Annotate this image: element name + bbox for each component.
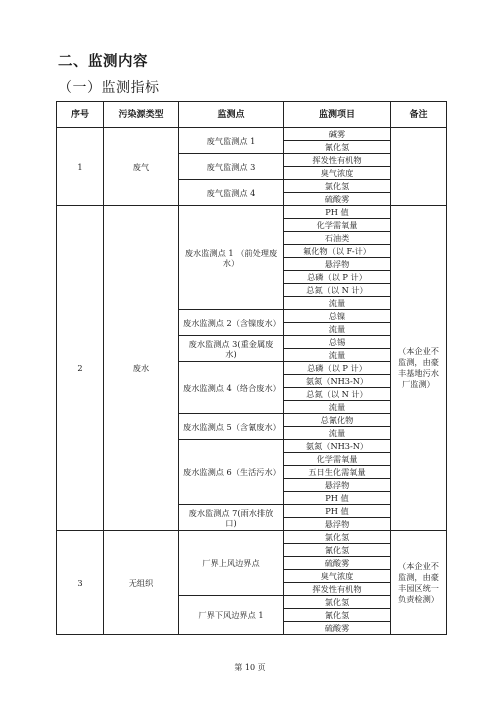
monitoring-item: 总氮（以 N 计） bbox=[284, 284, 391, 297]
monitoring-item: 总磷（以 P 计） bbox=[284, 271, 391, 284]
monitoring-point: 废水监测点 6（生活污水） bbox=[179, 440, 284, 505]
monitoring-item: 氟化物（以 F-计） bbox=[284, 245, 391, 258]
monitoring-item: 臭气浓度 bbox=[284, 167, 391, 180]
monitoring-item: 氯化氢 bbox=[284, 531, 391, 544]
monitoring-item: 硫酸雾 bbox=[284, 557, 391, 570]
monitoring-item: 化学需氧量 bbox=[284, 219, 391, 232]
monitoring-item: 氰化氢 bbox=[284, 609, 391, 622]
monitoring-point: 废气监测点 4 bbox=[179, 180, 284, 206]
monitoring-item: 挥发性有机物 bbox=[284, 583, 391, 596]
monitoring-item: 氨氮（NH3-N） bbox=[284, 375, 391, 388]
monitoring-item: 氰化氢 bbox=[284, 544, 391, 557]
monitoring-table bbox=[56, 101, 447, 635]
monitoring-item: 臭气浓度 bbox=[284, 570, 391, 583]
monitoring-item: 总镍 bbox=[284, 310, 391, 323]
monitoring-point: 废水监测点 2（含镍废水） bbox=[179, 310, 284, 336]
monitoring-point: 废水监测点 7(雨水排放口) bbox=[179, 505, 284, 531]
remark bbox=[391, 128, 447, 206]
monitoring-item: 硫酸雾 bbox=[284, 622, 391, 635]
monitoring-item: 流量 bbox=[284, 401, 391, 414]
monitoring-item: 总氮（以 N 计） bbox=[284, 388, 391, 401]
section-title: 二、监测内容 bbox=[58, 54, 148, 70]
monitoring-item: 流量 bbox=[284, 323, 391, 336]
monitoring-item: 氨氮（NH3-N） bbox=[284, 440, 391, 453]
header-no: 序号 bbox=[57, 102, 104, 128]
page-number: 第 10 页 bbox=[234, 663, 266, 672]
monitoring-item: 氰化氢 bbox=[284, 141, 391, 154]
table-row bbox=[57, 128, 447, 141]
table-header-row bbox=[57, 102, 447, 128]
monitoring-point: 废气监测点 3 bbox=[179, 154, 284, 180]
monitoring-item: 总锡 bbox=[284, 336, 391, 349]
table-row bbox=[57, 206, 447, 219]
monitoring-item: 石油类 bbox=[284, 232, 391, 245]
monitoring-item: PH 值 bbox=[284, 505, 391, 518]
monitoring-point: 厂界上风边界点 bbox=[179, 531, 284, 596]
monitoring-item: 悬浮物 bbox=[284, 518, 391, 531]
row-number: 1 bbox=[57, 128, 104, 206]
monitoring-item: 流量 bbox=[284, 427, 391, 440]
monitoring-point: 废水监测点 1 （前处理废水） bbox=[179, 206, 284, 310]
monitoring-point: 废气监测点 1 bbox=[179, 128, 284, 154]
monitoring-point: 厂界下风边界点 1 bbox=[179, 596, 284, 635]
remark: （本企业不监测，由豪丰园区统一负责检测） bbox=[391, 531, 447, 635]
monitoring-item: 总磷（以 P 计） bbox=[284, 362, 391, 375]
source-type: 废气 bbox=[104, 128, 179, 206]
header-monitoring-point: 监测点 bbox=[179, 102, 284, 128]
row-number: 3 bbox=[57, 531, 104, 635]
monitoring-item: 挥发性有机物 bbox=[284, 154, 391, 167]
remark: （本企业不监测，由豪丰基地污水厂监测） bbox=[391, 206, 447, 531]
monitoring-point: 废水监测点 5（含氰废水） bbox=[179, 414, 284, 440]
row-number: 2 bbox=[57, 206, 104, 531]
monitoring-item: 五日生化需氧量 bbox=[284, 466, 391, 479]
monitoring-item: PH 值 bbox=[284, 206, 391, 219]
monitoring-item: 碱雾 bbox=[284, 128, 391, 141]
monitoring-item: 氯化氢 bbox=[284, 596, 391, 609]
monitoring-item: 悬浮物 bbox=[284, 479, 391, 492]
monitoring-item: PH 值 bbox=[284, 492, 391, 505]
table-row bbox=[57, 531, 447, 544]
header-monitoring-item: 监测项目 bbox=[284, 102, 391, 128]
monitoring-item: 流量 bbox=[284, 297, 391, 310]
monitoring-item: 流量 bbox=[284, 349, 391, 362]
monitoring-point: 废水监测点 4（络合废水） bbox=[179, 362, 284, 414]
monitoring-item: 悬浮物 bbox=[284, 258, 391, 271]
monitoring-item: 总氰化物 bbox=[284, 414, 391, 427]
monitoring-item: 氯化氢 bbox=[284, 180, 391, 193]
monitoring-item: 硫酸雾 bbox=[284, 193, 391, 206]
monitoring-item: 化学需氧量 bbox=[284, 453, 391, 466]
header-remark: 备注 bbox=[391, 102, 447, 128]
source-type: 无组织 bbox=[104, 531, 179, 635]
source-type: 废水 bbox=[104, 206, 179, 531]
monitoring-point: 废水监测点 3(重金属废水) bbox=[179, 336, 284, 362]
header-source-type: 污染源类型 bbox=[104, 102, 179, 128]
subsection-title: （一）监测指标 bbox=[58, 80, 160, 96]
